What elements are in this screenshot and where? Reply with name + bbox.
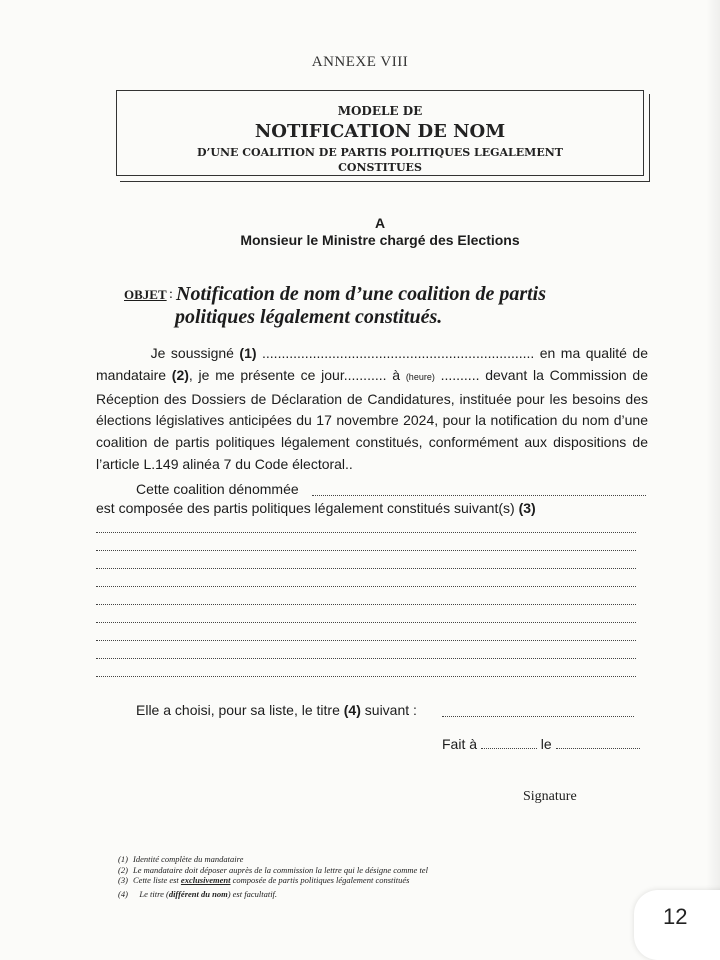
- signature-label: Signature: [523, 789, 577, 804]
- para-text-2: ...................................................................... en ma qualité de mandataire: [96, 345, 648, 383]
- footnote-4: [118, 889, 428, 900]
- para-text-1: Je soussigné: [150, 345, 234, 361]
- list-title-text: Elle a choisi, pour sa liste, le titre: [136, 702, 340, 718]
- party-line: [96, 568, 636, 569]
- title-box: [116, 90, 644, 176]
- title-line-modele: MODELE DE: [337, 104, 423, 118]
- footnote-1-number: (1): [118, 854, 128, 864]
- party-line: [96, 640, 636, 641]
- title-line-notification: NOTIFICATION DE NOM: [254, 121, 506, 142]
- list-title-suffix: suivant :: [364, 702, 417, 718]
- party-line: [96, 658, 636, 659]
- list-title-field: [442, 704, 634, 717]
- footnote-3-number: (3): [118, 875, 128, 885]
- footnote-2: [118, 865, 428, 876]
- footnotes: [118, 854, 428, 899]
- coalition-parties-text: est composée des partis politiques légalement constitués suivant(s): [96, 500, 515, 516]
- place-date-line: [442, 736, 640, 752]
- title-line-coalition: D’UNE COALITION DE PARTIS POLITIQUES LEGALEMENT: [197, 146, 563, 159]
- party-line: [96, 676, 636, 677]
- footnote-ref-2: (2): [171, 366, 189, 383]
- footnote-4-number: (4): [118, 888, 128, 899]
- objet-label: OBJET: [124, 287, 167, 302]
- annex-title: ANNEXE VIII: [311, 54, 409, 70]
- footnote-4-emphasis: différent du nom: [168, 888, 228, 899]
- coalition-parties-label: [96, 500, 536, 516]
- footnote-4-text-b: ) est facultatif.: [227, 888, 278, 899]
- heure-note: (heure): [405, 371, 435, 382]
- footnote-3: [118, 875, 428, 886]
- footnote-3-emphasis: exclusivement: [180, 875, 231, 885]
- objet-colon: :: [169, 287, 173, 302]
- le-label: le: [540, 736, 552, 752]
- footnote-2-text: Le mandataire doit déposer auprès de la commission la lettre qui le désigne comme tel: [133, 864, 428, 875]
- footnote-3-text-a: Cette liste est: [133, 875, 179, 885]
- party-line: [96, 532, 636, 533]
- date-field: [556, 736, 640, 749]
- list-title-label: [136, 702, 417, 718]
- objet-line-1: Notification de nom d’une coalition de partis: [176, 283, 547, 305]
- footnote-1-text: Identité complète du mandataire: [133, 854, 244, 864]
- party-line: [96, 622, 636, 623]
- addressee-prefix: A: [374, 215, 386, 231]
- title-line-constitues: CONSTITUES: [338, 161, 422, 174]
- coalition-name-label: Cette coalition dénommée: [136, 481, 299, 497]
- footnote-4-text-a: Le titre (: [139, 888, 169, 899]
- party-line: [96, 586, 636, 587]
- objet-line-2: politiques légalement constitués.: [175, 306, 443, 328]
- addressee-name: Monsieur le Ministre chargé des Elections: [240, 232, 520, 248]
- coalition-name-field: [312, 483, 646, 496]
- page-number: 12: [663, 904, 688, 929]
- place-field: [481, 736, 537, 749]
- fait-label: Fait à: [442, 736, 478, 752]
- footnote-2-number: (2): [118, 864, 128, 875]
- footnote-ref-3: (3): [518, 500, 536, 516]
- footnote-1: [118, 854, 428, 865]
- party-line: [96, 550, 636, 551]
- footnote-3-text-b: composée de partis politiques légalement constitués: [232, 875, 410, 885]
- party-line: [96, 604, 636, 605]
- footnote-ref-1: (1): [239, 345, 257, 361]
- page-edge-shadow: [706, 0, 720, 934]
- para-text-3: , je me présente ce jour........... à: [188, 366, 401, 383]
- para-text-4: .......... devant la Commission de Réception des Dossiers de Déclaration de Candidatures, instituée pour les besoins des élections législatives anticipées du 17 novembre 2024, pour la notification du nom d’une coalition de partis politiques légalement constitués, conformément aux dispositions de l’article L.149 alinéa 7 du Code électoral..: [96, 366, 648, 472]
- footnote-ref-4: (4): [343, 702, 361, 718]
- declaration-paragraph: [96, 343, 648, 476]
